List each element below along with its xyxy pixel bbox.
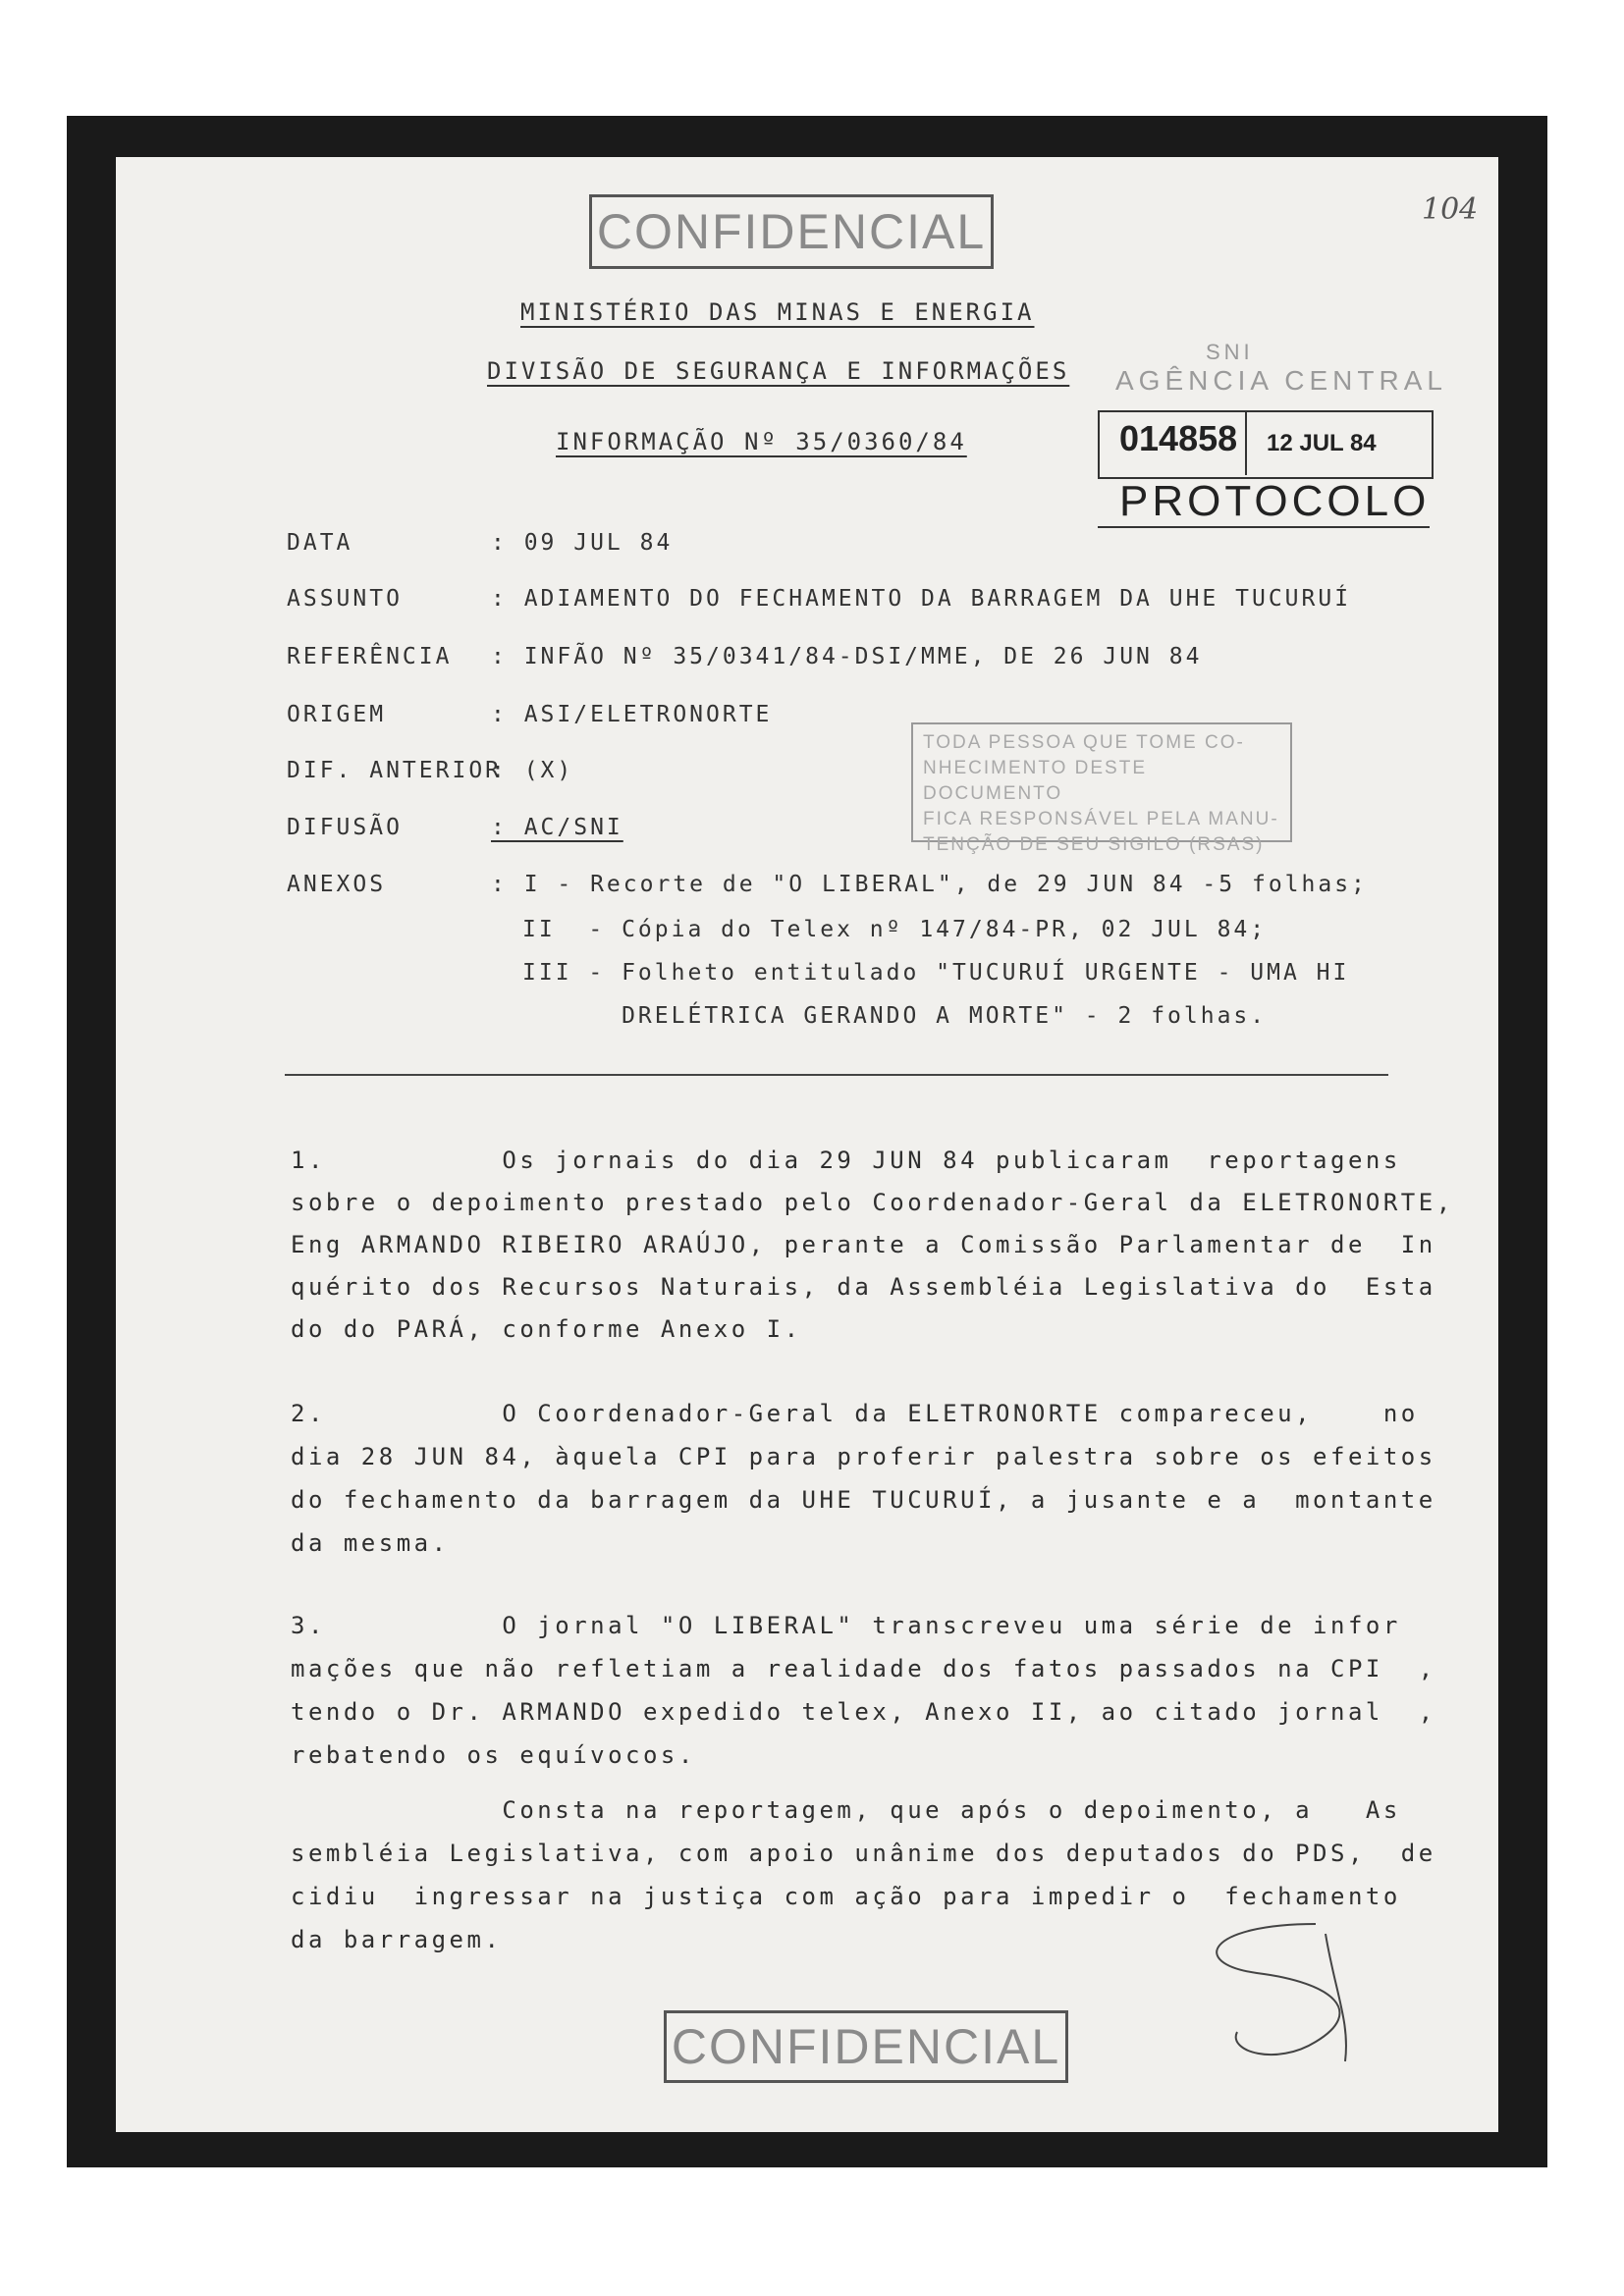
paragraph-4-line: da barragem.	[291, 1926, 503, 1953]
field-label-difusao: DIFUSÃO	[287, 815, 403, 840]
page-number: 104	[1422, 192, 1479, 227]
confidential-stamp-bottom: CONFIDENCIAL	[664, 2010, 1068, 2083]
paragraph-2-line: do fechamento da barragem da UHE TUCURUÍ, a jusante e a montante	[291, 1486, 1436, 1514]
field-value-dif-anterior: : (X)	[491, 758, 574, 783]
protocol-label: PROTOCOLO	[1119, 477, 1431, 525]
field-value-data: : 09 JUL 84	[491, 530, 674, 556]
field-label-dif-anterior: DIF. ANTERIOR	[287, 758, 503, 783]
paragraph-3-line: 3. O jornal "O LIBERAL" transcreveu uma série de infor	[291, 1612, 1401, 1639]
protocol-agency: AGÊNCIA CENTRAL	[1115, 365, 1447, 396]
field-label-origem: ORIGEM	[287, 702, 387, 727]
annex-line-3: III - Folheto entitulado "TUCURUÍ URGENTE - UMA HI	[522, 960, 1350, 986]
paragraph-4-line: sembléia Legislativa, com apoio unânime dos deputados do PDS, de	[291, 1840, 1436, 1867]
ministry-title: MINISTÉRIO DAS MINAS E ENERGIA	[520, 298, 1035, 326]
responsibility-line: TODA PESSOA QUE TOME CO-	[923, 732, 1245, 753]
responsibility-line: TENÇÃO DE SEU SIGILO (RSAS)	[923, 834, 1265, 855]
confidential-stamp-top: CONFIDENCIAL	[589, 194, 994, 269]
information-number: INFORMAÇÃO Nº 35/0360/84	[556, 428, 967, 455]
protocol-agency-top: SNI	[1206, 340, 1254, 364]
field-value-anexos: : I - Recorte de "O LIBERAL", de 29 JUN 84 -5 folhas;	[491, 872, 1368, 897]
annex-line-4: DRELÉTRICA GERANDO A MORTE" - 2 folhas.	[522, 1003, 1268, 1029]
protocol-number: 014858	[1119, 418, 1238, 458]
paragraph-2-line: da mesma.	[291, 1529, 450, 1557]
paragraph-2-line: dia 28 JUN 84, àquela CPI para proferir palestra sobre os efeitos	[291, 1443, 1436, 1470]
field-label-assunto: ASSUNTO	[287, 586, 403, 612]
paragraph-1-line: sobre o depoimento prestado pelo Coordenador-Geral da ELETRONORTE,	[291, 1189, 1454, 1216]
paragraph-1-line: do do PARÁ, conforme Anexo I.	[291, 1315, 802, 1343]
responsibility-line: FICA RESPONSÁVEL PELA MANU-	[923, 809, 1279, 829]
field-value-difusao: : AC/SNI	[491, 815, 623, 840]
field-value-assunto: : ADIAMENTO DO FECHAMENTO DA BARRAGEM DA UHE TUCURUÍ	[491, 586, 1352, 612]
paragraph-1-line: 1. Os jornais do dia 29 JUN 84 publicaram reportagens	[291, 1147, 1401, 1174]
field-label-referencia: REFERÊNCIA	[287, 644, 453, 669]
paragraph-3-line: rebatendo os equívocos.	[291, 1741, 696, 1769]
paragraph-4-line: Consta na reportagem, que após o depoimento, a As	[291, 1796, 1401, 1824]
field-label-anexos: ANEXOS	[287, 872, 387, 897]
paragraph-4-line: cidiu ingressar na justiça com ação para impedir o fechamento	[291, 1883, 1401, 1910]
handwritten-initials-icon	[1168, 1904, 1384, 2071]
field-label-data: DATA	[287, 530, 353, 556]
section-divider	[285, 1074, 1388, 1076]
paragraph-2-line: 2. O Coordenador-Geral da ELETRONORTE compareceu, no	[291, 1400, 1419, 1427]
paragraph-1-line: quérito dos Recursos Naturais, da Assembléia Legislativa do Esta	[291, 1273, 1436, 1301]
paragraph-3-line: mações que não refletiam a realidade dos fatos passados na CPI ,	[291, 1655, 1436, 1682]
paragraph-3-line: tendo o Dr. ARMANDO expedido telex, Anexo II, ao citado jornal ,	[291, 1698, 1436, 1726]
field-value-referencia: : INFÃO Nº 35/0341/84-DSI/MME, DE 26 JUN 84	[491, 644, 1203, 669]
responsibility-line: NHECIMENTO DESTE DOCUMENTO	[923, 758, 1148, 804]
field-value-origem: : ASI/ELETRONORTE	[491, 702, 773, 727]
division-title: DIVISÃO DE SEGURANÇA E INFORMAÇÕES	[487, 357, 1070, 385]
annex-line-2: II - Cópia do Telex nº 147/84-PR, 02 JUL 84;	[522, 917, 1268, 942]
responsibility-stamp	[911, 722, 1292, 855]
protocol-date: 12 JUL 84	[1267, 430, 1377, 456]
paragraph-1-line: Eng ARMANDO RIBEIRO ARAÚJO, perante a Comissão Parlamentar de In	[291, 1231, 1436, 1258]
